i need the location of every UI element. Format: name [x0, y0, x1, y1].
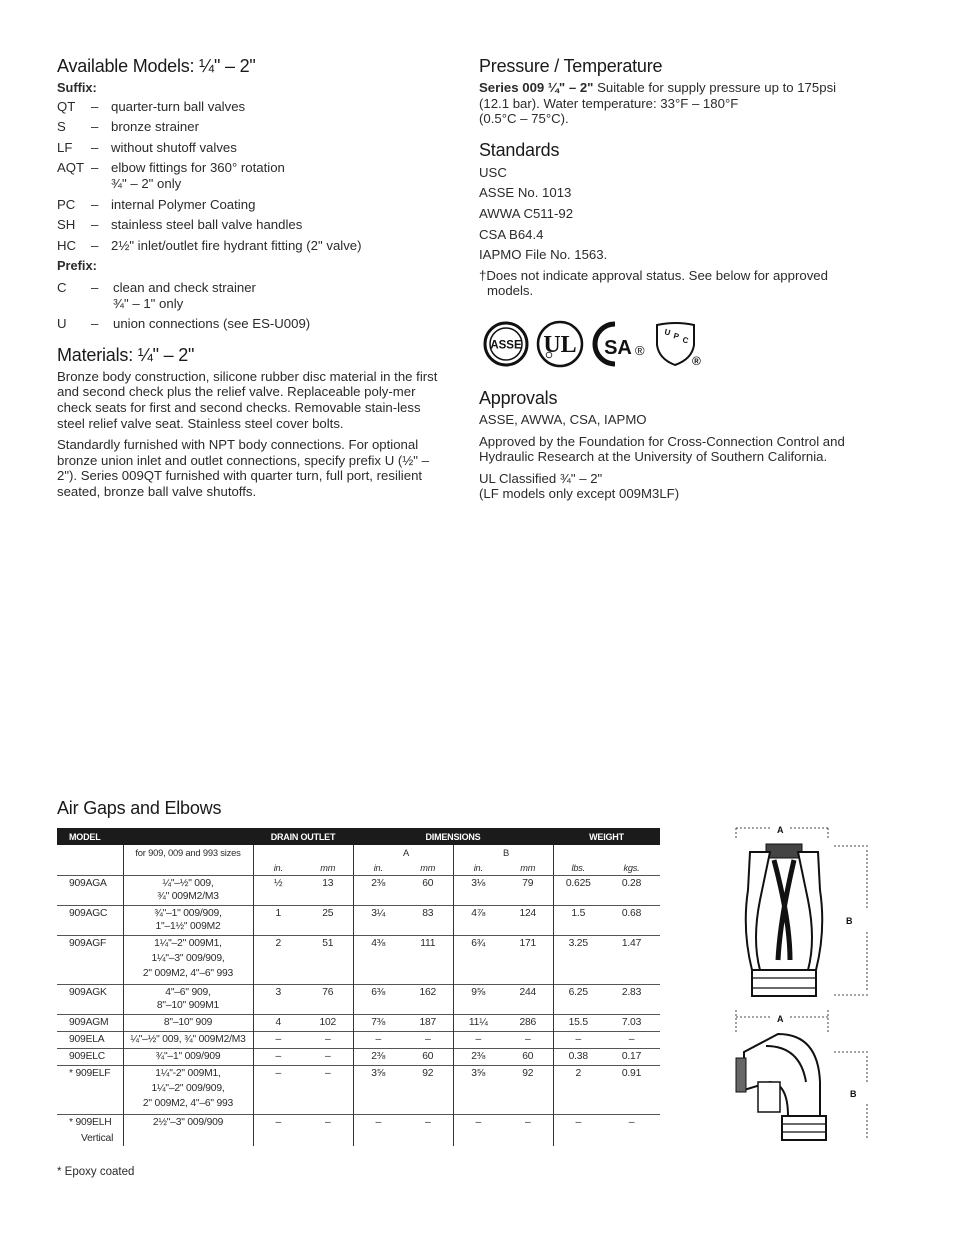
sizes-cell [123, 936, 253, 985]
table-row [57, 876, 660, 906]
value-cell: 1 [253, 906, 303, 936]
value-cell: 92 [403, 1066, 453, 1115]
model-cell [57, 1015, 123, 1032]
model-variant: Vertical [81, 1133, 114, 1144]
value-cell: 13 [303, 876, 353, 906]
unit-cell: in. [353, 860, 403, 876]
unit-cell: lbs. [553, 860, 603, 876]
csa-logo-icon [592, 321, 654, 367]
sizes-cell [123, 876, 253, 906]
table-row [57, 1032, 660, 1049]
subheader-row [57, 845, 660, 860]
value-cell: 0.91 [603, 1066, 660, 1115]
value-cell: 3 [253, 985, 303, 1015]
size-line: 1¼"–2" 009/909, [151, 1083, 225, 1094]
model-cell [57, 1066, 123, 1115]
suffix-item: QT – quarter-turn ball valves [57, 98, 246, 114]
value-cell: 0.17 [603, 1049, 660, 1066]
sizes-cell [123, 1032, 253, 1049]
header-weight: WEIGHT [553, 828, 660, 845]
value-cell: – [553, 1032, 603, 1049]
model-name: * 909ELH [69, 1117, 112, 1128]
materials-title: Materials: ¼" – 2" [57, 344, 195, 365]
size-line: 1"–1½" 009M2 [155, 921, 221, 932]
approvals-line: UL Classified ¾" – 2" [479, 470, 603, 486]
value-cell: 244 [503, 985, 553, 1015]
size-line: 4"–6" 909, [165, 987, 211, 998]
header-model: MODEL [57, 828, 123, 845]
value-cell: 0.38 [553, 1049, 603, 1066]
unit-cell: mm [503, 860, 553, 876]
certification-logos [483, 319, 869, 369]
dim-a-subheader: A [403, 847, 410, 858]
value-cell: 79 [503, 876, 553, 906]
value-cell: 76 [303, 985, 353, 1015]
suffix-item: LF – without shutoff valves [57, 139, 237, 155]
value-cell: 2⅜ [353, 876, 403, 906]
model-cell [57, 906, 123, 936]
value-cell: – [253, 1066, 303, 1115]
model-name: 909AGA [69, 878, 107, 889]
registered-mark: ® [635, 342, 645, 358]
value-cell: – [453, 1115, 503, 1147]
airgaps-section [57, 797, 662, 1146]
size-line: ¾"–1" 009/909, [154, 908, 222, 919]
registered-mark: ® [692, 353, 701, 368]
header-dimensions: DIMENSIONS [353, 828, 553, 845]
value-cell: 7.03 [603, 1015, 660, 1032]
approvals-line: ASSE, AWWA, CSA, IAPMO [479, 411, 647, 427]
value-cell: – [453, 1032, 503, 1049]
value-cell: 51 [303, 936, 353, 985]
model-name: 909AGF [69, 938, 107, 949]
value-cell: 0.28 [603, 876, 660, 906]
materials-paragraph: Bronze body construction, silicone rubber disc material in the first and second check plus the relief valve. Replaceable poly-mer check seats for first and second checks. Removable stain-less steel relief valve seat. Stainless steel cover bolts. [57, 368, 438, 431]
suffix-item: AQT – elbow fittings for 360° rotation ¾" – 2" only [57, 160, 285, 191]
approvals-line: (LF models only except 009M3LF) [479, 486, 680, 502]
value-cell: – [303, 1049, 353, 1066]
standard-item: IAPMO File No. 1563. [479, 247, 608, 263]
model-cell [57, 1115, 123, 1147]
value-cell: 2 [253, 936, 303, 985]
ul-logo-text: UL [543, 331, 577, 358]
value-cell: – [253, 1032, 303, 1049]
model-cell [57, 936, 123, 985]
value-cell: 3¼ [353, 906, 403, 936]
value-cell: – [253, 1049, 303, 1066]
size-line: 1¼"-2" 009M1, [155, 1068, 221, 1079]
air-gap-drawing [746, 844, 823, 996]
value-cell: 0.68 [603, 906, 660, 936]
table-row [57, 1049, 660, 1066]
unit-cell: kgs. [603, 860, 660, 876]
dim-a-label: A [777, 825, 784, 835]
standard-item: USC [479, 164, 507, 180]
size-line: ¼"–½" 009, ¾" 009M2/M3 [130, 1034, 246, 1045]
value-cell: – [403, 1032, 453, 1049]
value-cell: 11¼ [453, 1015, 503, 1032]
model-name: 909AGC [69, 908, 108, 919]
value-cell: 124 [503, 906, 553, 936]
standards-title: Standards [479, 139, 560, 160]
unit-cell: mm [403, 860, 453, 876]
value-cell: 3⅝ [453, 1066, 503, 1115]
value-cell: 6¾ [453, 936, 503, 985]
size-line: ¼"–½" 009, [162, 878, 214, 889]
prefix-label: Prefix: [57, 258, 97, 274]
value-cell: 83 [403, 906, 453, 936]
value-cell: 4 [253, 1015, 303, 1032]
value-cell: 3.25 [553, 936, 603, 985]
airgap-elbow-figure [730, 820, 870, 1150]
value-cell: 9⅝ [453, 985, 503, 1015]
sizes-cell [123, 906, 253, 936]
standard-item: ASSE No. 1013 [479, 185, 572, 201]
size-line: 1¼"–2" 009M1, [154, 938, 222, 949]
table-row [57, 906, 660, 936]
value-cell: – [403, 1115, 453, 1147]
value-cell: 102 [303, 1015, 353, 1032]
standards-note: †Does not indicate approval status. See below for approved models. [479, 267, 828, 299]
table-row [57, 1015, 660, 1032]
value-cell: 3⅝ [353, 1066, 403, 1115]
value-cell: – [503, 1032, 553, 1049]
model-cell [57, 1049, 123, 1066]
value-cell: 4⅞ [453, 906, 503, 936]
value-cell: 4⅜ [353, 936, 403, 985]
value-cell: – [503, 1115, 553, 1147]
value-cell: 7⅜ [353, 1015, 403, 1032]
unit-cell: in. [253, 860, 303, 876]
value-cell: – [303, 1115, 353, 1147]
value-cell: 92 [503, 1066, 553, 1115]
suffix-label: Suffix: [57, 80, 97, 95]
value-cell: 25 [303, 906, 353, 936]
value-cell: 0.625 [553, 876, 603, 906]
model-name: 909AGK [69, 987, 107, 998]
models-title: Available Models: ¼" – 2" [57, 56, 256, 76]
model-cell [57, 985, 123, 1015]
suffix-item: S – bronze strainer [57, 119, 199, 135]
csa-logo-text: SA [604, 336, 632, 359]
value-cell: 171 [503, 936, 553, 985]
airgaps-title: Air Gaps and Elbows [57, 798, 222, 818]
suffix-item: SH – stainless steel ball valve handles [57, 217, 303, 233]
value-cell: 60 [503, 1049, 553, 1066]
approvals-title: Approvals [479, 387, 558, 408]
pressure-title: Pressure / Temperature [479, 56, 663, 76]
size-line: 2" 009M2, 4"–6" 993 [142, 1098, 234, 1109]
value-cell: 187 [403, 1015, 453, 1032]
prefix-item: U – union connections (see ES-U009) [57, 316, 311, 332]
size-line: 8"–10" 909 [163, 1017, 213, 1028]
unit-cell: in. [453, 860, 503, 876]
value-cell: – [303, 1066, 353, 1115]
asse-logo-text: ASSE [490, 339, 522, 352]
upc-letter: C [681, 335, 690, 346]
value-cell: 2⅜ [353, 1049, 403, 1066]
value-cell: 2.83 [603, 985, 660, 1015]
table-row [57, 1066, 660, 1115]
elbow-drawing [736, 1034, 826, 1140]
value-cell: – [353, 1115, 403, 1147]
size-line: 8"–10" 909M1 [156, 1000, 220, 1011]
asse-logo-icon [483, 321, 529, 367]
table-row [57, 936, 660, 985]
dim-b-subheader: B [503, 847, 510, 858]
size-line: 2½"–3" 009/909 [152, 1117, 224, 1128]
value-cell: ½ [253, 876, 303, 906]
dim-b-label: B [850, 1089, 857, 1099]
airgaps-table [57, 828, 660, 1146]
sizes-cell [123, 1115, 253, 1147]
ul-logo-icon [535, 319, 585, 369]
standards-list [479, 165, 869, 263]
dim-b-label: B [846, 916, 853, 926]
value-cell: 60 [403, 876, 453, 906]
sizes-cell [123, 985, 253, 1015]
model-cell [57, 876, 123, 906]
dim-a-label: A [777, 1014, 784, 1024]
value-cell: 286 [503, 1015, 553, 1032]
upc-logo-icon [654, 319, 706, 369]
table-row [57, 985, 660, 1015]
suffix-list [57, 99, 441, 254]
value-cell: 2⅜ [453, 1049, 503, 1066]
units-row [57, 860, 660, 876]
value-cell: 1.47 [603, 936, 660, 985]
sizes-cell [123, 1015, 253, 1032]
value-cell: 1.5 [553, 906, 603, 936]
standard-item: CSA B64.4 [479, 226, 544, 242]
size-line: 1¼"–3" 009/909, [151, 953, 225, 964]
right-column [479, 55, 869, 502]
table-row [57, 1115, 660, 1147]
model-name: * 909ELF [69, 1068, 111, 1079]
suffix-item: PC – internal Polymer Coating [57, 196, 256, 212]
upc-letter: U [663, 327, 672, 338]
approvals-line: Approved by the Foundation for Cross-Connection Control and Hydraulic Research at the University of Southern California. [479, 433, 845, 465]
model-name: 909ELA [69, 1034, 105, 1045]
size-line: ¾"–1" 009/909 [155, 1051, 221, 1062]
unit-cell: mm [303, 860, 353, 876]
materials-paragraph: Standardly furnished with NPT body connections. For optional bronze union inlet and outlet connections, specify prefix U (½" – 2"). Series 009QT furnished with quarter turn, full port, resilient seated, bronze ball valve shutoffs. [57, 437, 429, 499]
left-column [57, 55, 441, 505]
value-cell: – [353, 1032, 403, 1049]
size-line: 2" 009M2, 4"–6" 993 [142, 968, 234, 979]
airgaps-table-body [57, 845, 660, 1146]
model-name: 909AGM [69, 1017, 109, 1028]
value-cell: 60 [403, 1049, 453, 1066]
model-cell [57, 1032, 123, 1049]
value-cell: 6⅜ [353, 985, 403, 1015]
value-cell: 162 [403, 985, 453, 1015]
size-line: ¾" 009M2/M3 [157, 891, 219, 902]
value-cell: 3⅛ [453, 876, 503, 906]
value-cell: – [303, 1032, 353, 1049]
suffix-item: HC – 2½" inlet/outlet fire hydrant fitting (2" valve) [57, 237, 362, 253]
value-cell: 2 [553, 1066, 603, 1115]
header-drain: DRAIN OUTLET [253, 828, 353, 845]
sizes-cell [123, 1066, 253, 1115]
footnote: * Epoxy coated [57, 1166, 135, 1178]
value-cell: 111 [403, 936, 453, 985]
value-cell: – [603, 1115, 660, 1147]
prefix-item: C – clean and check strainer ¾" – 1" only [57, 279, 256, 311]
value-cell: 15.5 [553, 1015, 603, 1032]
value-cell: – [253, 1115, 303, 1147]
standard-item: AWWA C511-92 [479, 205, 574, 221]
value-cell: 6.25 [553, 985, 603, 1015]
value-cell: – [553, 1115, 603, 1147]
prefix-list [57, 280, 441, 332]
model-name: 909ELC [69, 1051, 106, 1062]
sizes-subheader: for 909, 009 and 993 sizes [123, 845, 253, 860]
value-cell: – [603, 1032, 660, 1049]
upc-letter: P [672, 331, 680, 342]
pressure-text: Series 009 ¼" – 2" Suitable for supply pressure up to 175psi (12.1 bar). Water temperature: 33°F – 180°F (0.5°C – 75°C). [479, 80, 837, 127]
sizes-cell [123, 1049, 253, 1066]
